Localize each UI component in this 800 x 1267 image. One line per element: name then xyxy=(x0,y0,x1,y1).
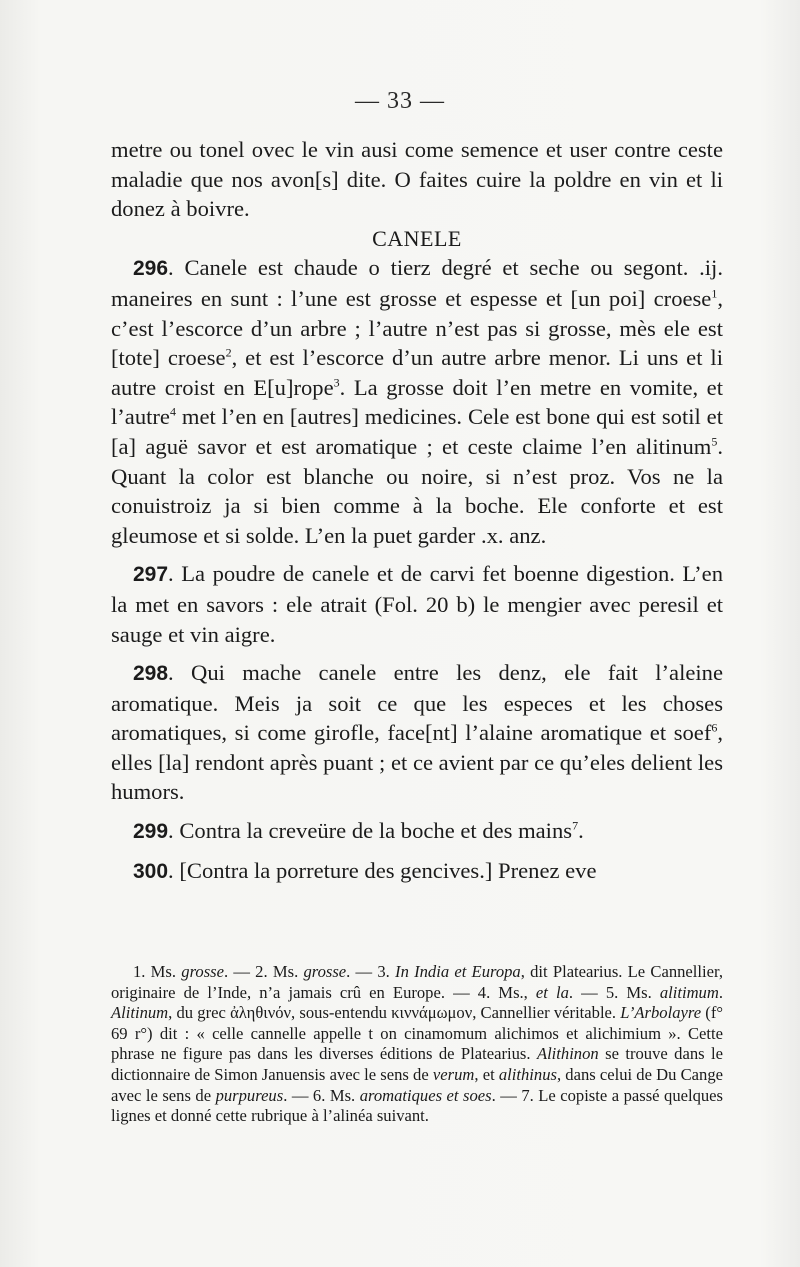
footnote-ref: 5 xyxy=(711,434,718,449)
paragraph-298 xyxy=(111,658,723,807)
section-heading: CANELE xyxy=(372,225,462,251)
main-text xyxy=(111,135,723,895)
paragraph-number: 298 xyxy=(133,662,169,686)
paragraph-296 xyxy=(111,253,723,550)
paragraph-number: 296 xyxy=(133,257,169,281)
paragraph-text: . La grosse doit l’en metre en vomite, et l’autre xyxy=(111,374,723,430)
paragraph-number: 297 xyxy=(133,563,169,587)
footnote-ref: 3 xyxy=(333,375,340,390)
footnote-ref: 2 xyxy=(225,345,232,360)
paragraph-text: . Qui mache canele entre les denz, ele fait l’aleine aromatique. Meis ja soit ce que les especes et les choses aromatiques, si come girofle, face[nt] l’alaine aromatique et soef xyxy=(111,660,723,746)
paragraph-text: . [Contra la porreture des gencives.] Prenez eve xyxy=(168,857,597,883)
paragraph-299 xyxy=(111,816,723,847)
page-number: — 33 — xyxy=(355,88,445,114)
intro-paragraph: metre ou tonel ovec le vin ausi come semence et user contre ceste maladie que nos avon[s] dite. O faites cuire la poldre en vin et li donez à boivre. xyxy=(111,137,723,222)
paragraph-number: 300 xyxy=(133,859,169,883)
paragraph-300 xyxy=(111,856,723,887)
paragraph-text: , c’est l’escorce d’un arbre ; l’autre n’est pas si grosse, mès ele est [tote] croese xyxy=(111,285,723,371)
paragraph-text: , elles [la] rendont après puant ; et ce avient par ce qu’eles delient les humors. xyxy=(111,720,723,805)
footnote-ref: 7 xyxy=(572,818,579,833)
paragraph-text: . Contra la creveüre de la boche et des mains xyxy=(168,818,573,844)
footnotes-text: 1. Ms. grosse. — 2. Ms. grosse. — 3. In India et Europa, dit Platearius. Le Cannellier, originaire de l’Inde, n’a jamais crû en Europe. — 4. Ms., et la. — 5. Ms. alitimum. Alitinum, du grec ἀληθινόν, sous-entendu κιννάμωμον, Cannellier véritable. L’Arbolayre (f° 69 r°) dit : « celle cannelle appelle t on cinamomum alichimos et alichimium ». Cette phrase ne figure pas dans les diverses éditions de Platearius. Alithinon se trouve dans le dictionnaire de Simon Januensis avec le sens de verum, et alithinus, dans celui de Du Cange avec le sens de purpureus. — 6. Ms. aromatiques et soes. — 7. Le copiste a passé quelques lignes et donné cette rubrique à l’alinéa suivant. xyxy=(111,962,724,1126)
paragraph-text: . La poudre de canele et de carvi fet boenne digestion. L’en la met en savors : ele atrait (Fol. 20 b) le mengier avec peresil et sauge et vin aigre. xyxy=(111,561,723,647)
paragraph-number: 299 xyxy=(133,820,169,844)
paragraph-text: , et est l’escorce d’un autre arbre menor. Li uns et li autre croist en E[u]rope xyxy=(111,345,723,400)
footnote-ref: 1 xyxy=(711,286,718,301)
paragraph-text: . Canele est chaude o tierz degré et seche ou segont. .ij. maneires en sunt : l’une est grosse et espesse et [un poi] croese xyxy=(111,255,723,311)
paragraph-text: . xyxy=(578,818,584,844)
footnote-ref: 4 xyxy=(169,404,176,419)
paragraph-297 xyxy=(111,559,723,649)
footnotes xyxy=(111,962,723,1127)
paragraph-text: . Quant la color est blanche ou noire, si n’est proz. Vos ne la conuistroiz ja si bien comme à la boche. Ele conforte et est gleumose et si solde. L’en la puet garder .x. anz. xyxy=(111,433,723,548)
footnote-ref: 6 xyxy=(711,720,718,735)
paragraph-text: met l’en en [autres] medicines. Cele est bone qui est sotil et [a] aguë savor et est aromatique ; et ceste claime l’en alitinum xyxy=(111,404,723,459)
